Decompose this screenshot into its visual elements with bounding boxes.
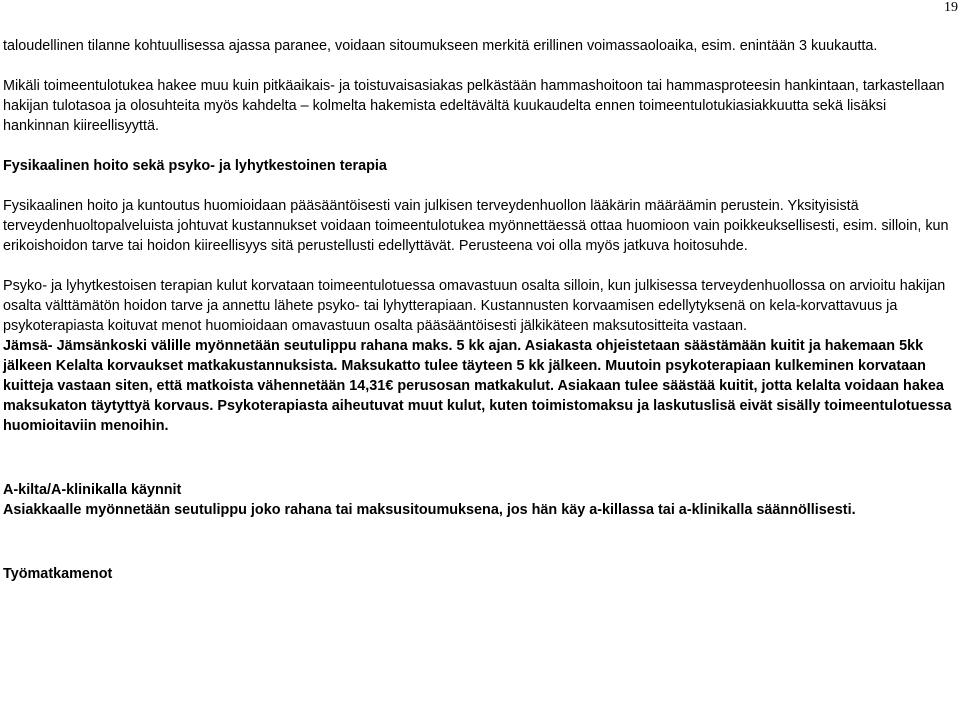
paragraph-psychotherapy: Psyko- ja lyhytkestoisen terapian kulut korvataan toimeentulotuessa omavastuun osalta silloin, kun julkisessa terveydenhuollossa on arvioitu hakijan osalta välttämätön hoidon tarve ja annettu lähete psyko- tai lyhytterapiaan. Kustannusten korvaamisen edellytyksenä on kela-korvattavuus ja psykoterapiasta koituvat menot huomioidaan omavastuun osalta pääsääntöisesti jälkikäteen maksutositteita vastaan.	[3, 278, 946, 334]
section-heading-a-clinic: A-kilta/A-klinikalla käynnit	[3, 482, 182, 498]
page-number: 19	[944, 0, 958, 15]
paragraph-physical-therapy: Fysikaalinen hoito ja kuntoutus huomioidaan pääsääntöisesti vain julkisen terveydenhuollon lääkärin määräämin perustein. Yksityisistä terveydenhuoltopalveluista johtuvat kustannukset voidaan toimeentulotukea myönnettäessä ottaa huomioon vain poikkeuksellisesti, esim. silloin, kun erikoishoidon tarve tai hoidon kiireellisyys sitä perustellusti edellyttävät. Perusteena voi olla myös jatkuva hoitosuhde.	[3, 198, 949, 254]
paragraph-continued: taloudellinen tilanne kohtuullisessa ajassa paranee, voidaan sitoumukseen merkitä erillinen voimassaoloaika, esim. enintään 3 kuukautta.	[3, 38, 878, 54]
paragraph-dental-care: Mikäli toimeentulotukea hakee muu kuin pitkäaikais- ja toistuvaisasiakas pelkästään hammashoitoon tai hammasproteesin hankintaan, tarkastellaan hakijan tulotasoa ja olosuhteita myös kahdelta – kolmelta hakemista edeltävältä kuukaudelta ennen toimeentulotukiasiakkuutta sekä lisäksi hankinnan kiireellisyyttä.	[3, 78, 945, 134]
paragraph-travel-ticket: Jämsä- Jämsänkoski välille myönnetään seutulippu rahana maks. 5 kk ajan. Asiakasta ohjeistetaan säästämään kuitit ja hakemaan 5kk jälkeen Kelalta korvaukset matkakustannuksista. Maksukatto tulee täyteen 5 kk jälkeen. Muutoin psykoterapiaan kulkeminen korvataan kuitteja vastaan siten, että matkoista vähennetään 14,31€ perusosan matkakulut. Asiakaan tulee säästää kuitit, jotta kelalta voidaan hakea maksukaton täytyttyä korvaus. Psykoterapiasta aiheutuvat muut kulut, kuten toimistomaksu ja laskutuslisä eivät sisälly toimeentulotuessa huomioitaviin menoihin.	[3, 338, 952, 434]
paragraph-a-clinic: Asiakkaalle myönnetään seutulippu joko rahana tai maksusitoumuksena, jos hän käy a-killassa tai a-klinikalla säännöllisesti.	[3, 502, 856, 518]
section-heading-therapy: Fysikaalinen hoito sekä psyko- ja lyhytkestoinen terapia	[3, 158, 387, 174]
document-body	[3, 36, 953, 584]
section-heading-commute: Työmatkamenot	[3, 566, 113, 582]
